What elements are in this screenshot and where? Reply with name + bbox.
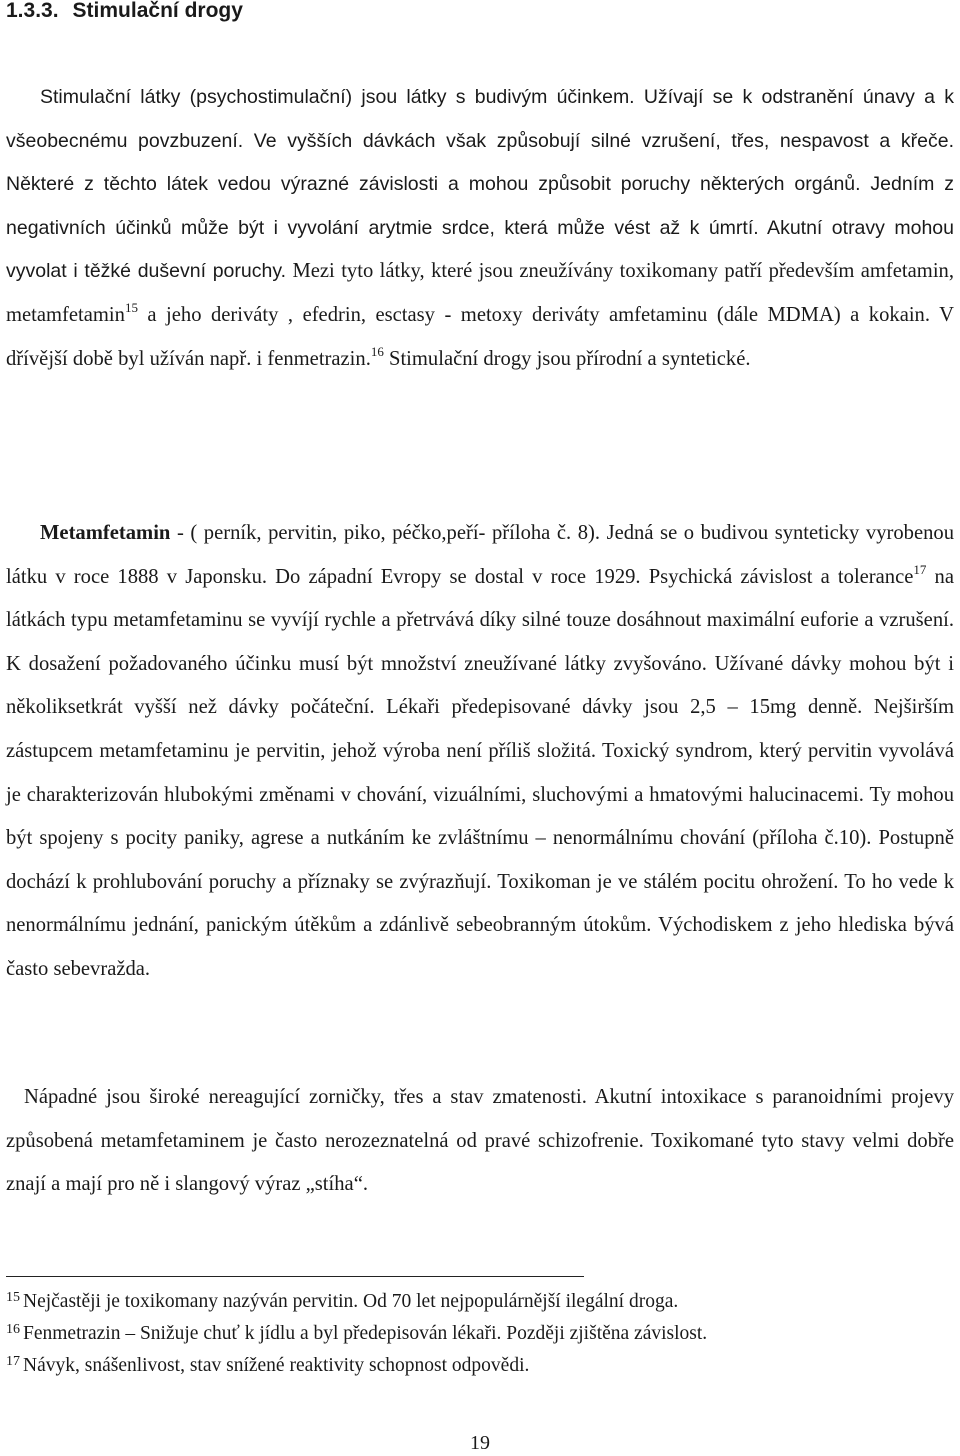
footnote-text: Nejčastěji je toxikomany nazýván pervitin. Od 70 let nejpopulárnější ilegální droga. <box>23 1291 679 1312</box>
paragraph-stimulants-intro <box>6 76 954 381</box>
footnote-number: 17 <box>6 1354 20 1369</box>
footnote-item <box>6 1316 946 1348</box>
section-number: 1.3.3. <box>6 0 59 22</box>
paragraph-text: Stimulační látky (psychostimulační) jsou látky s budivým účinkem. Užívají se k odstranění únavy a k všeobecnému povzbuzení. Ve vyšších dávkách však způsobují silné vzrušení, třes, nespavost a křeče. Některé z těchto látek vedou výrazné závislosti a mohou způsobit poruchy některých orgánů. Jedním z negativních účinků může být i vyvolání arytmie srdce, která může vést až k úmrtí. Akutní otravy mohou vyvolat i těžké duševní poruchy. <box>6 86 954 283</box>
paragraph-text: - ( perník, pervitin, piko, péčko,peří- příloha č. 8). Jedná se o budivou synteticky vyrobenou látku v roce 1888 v Japonsku. Do západní Evropy se dostal v roce 1929. Psychická závislost a tolerance <box>6 522 954 588</box>
footnote-ref: 16 <box>370 343 384 359</box>
paragraph-text: Nápadné jsou široké nereagující zorničky, třes a stav zmatenosti. Akutní intoxikace s paranoidními projevy způsobená metamfetaminem je často nerozeznatelná od pravé schizofrenie. Toxikomané tyto stavy velmi dobře znají a mají pro ně i slangový výraz „stíha“. <box>6 1086 954 1196</box>
footnotes-list <box>6 1284 946 1380</box>
paragraph-text: Stimulační drogy jsou přírodní a syntetické. <box>383 347 751 370</box>
section-title: Stimulační drogy <box>72 0 243 22</box>
paragraph-text: Mezi tyto látky, které jsou zneužívány toxikomany patří především amfetamin, metamfetamin <box>6 260 954 326</box>
footnote-item <box>6 1348 946 1380</box>
footnote-number: 15 <box>6 1290 20 1305</box>
footnote-number: 16 <box>6 1322 20 1337</box>
paragraph-text: a jeho deriváty , efedrin, esctasy - metoxy deriváty amfetaminu (dále MDMA) a kokain. V dřívější době byl užíván např. i fenmetrazin. <box>6 303 954 370</box>
paragraph-symptoms <box>6 1076 954 1207</box>
footnote-ref: 15 <box>124 299 138 315</box>
footnote-ref: 17 <box>913 561 927 577</box>
paragraph-text: na látkách typu metamfetaminu se vyvíjí rychle a přetrvává díky silné touze dosáhnout maximální euforie a vzrušení. K dosažení požadovaného účinku musí být množství zneužívané látky zvyšováno. Užívané dávky mohou být i několiksetkrát vyšší než dávky počáteční. Lékaři předepisované dávky jsou 2,5 – 15mg denně. Nejširším zástupcem metamfetaminu je pervitin, jehož výroba není příliš složitá. Toxický syndrom, který pervitin vyvolává je charakterizován hlubokými změnami v chování, vizuálními, sluchovými a hmatovými halucinacemi. Ty mohou být spojeny s pocity paniky, agrese a nutkáním ke zvláštnímu – nenormálnímu chování (příloha č.10). Postupně dochází k prohlubování poruchy a příznaky se zvýrazňují. Toxikoman je ve stálém pocitu ohrožení. To ho vede k nenormálnímu jednání, panickým útěkům a zdánlivě sebeobranným útokům. Východiskem z jeho hlediska bývá často sebevražda. <box>6 565 954 980</box>
footnote-text: Fenmetrazin – Snižuje chuť k jídlu a byl předepisován lékaři. Později zjištěna závislost. <box>23 1323 708 1344</box>
paragraph-metamfetamin <box>6 512 954 992</box>
footnote-text: Návyk, snášenlivost, stav snížené reaktivity schopnost odpovědi. <box>23 1355 530 1376</box>
section-heading <box>6 0 243 24</box>
page-number: 19 <box>470 1432 490 1454</box>
footnote-item <box>6 1284 946 1316</box>
term-metamfetamin: Metamfetamin <box>40 522 171 544</box>
footnote-separator <box>6 1276 584 1277</box>
